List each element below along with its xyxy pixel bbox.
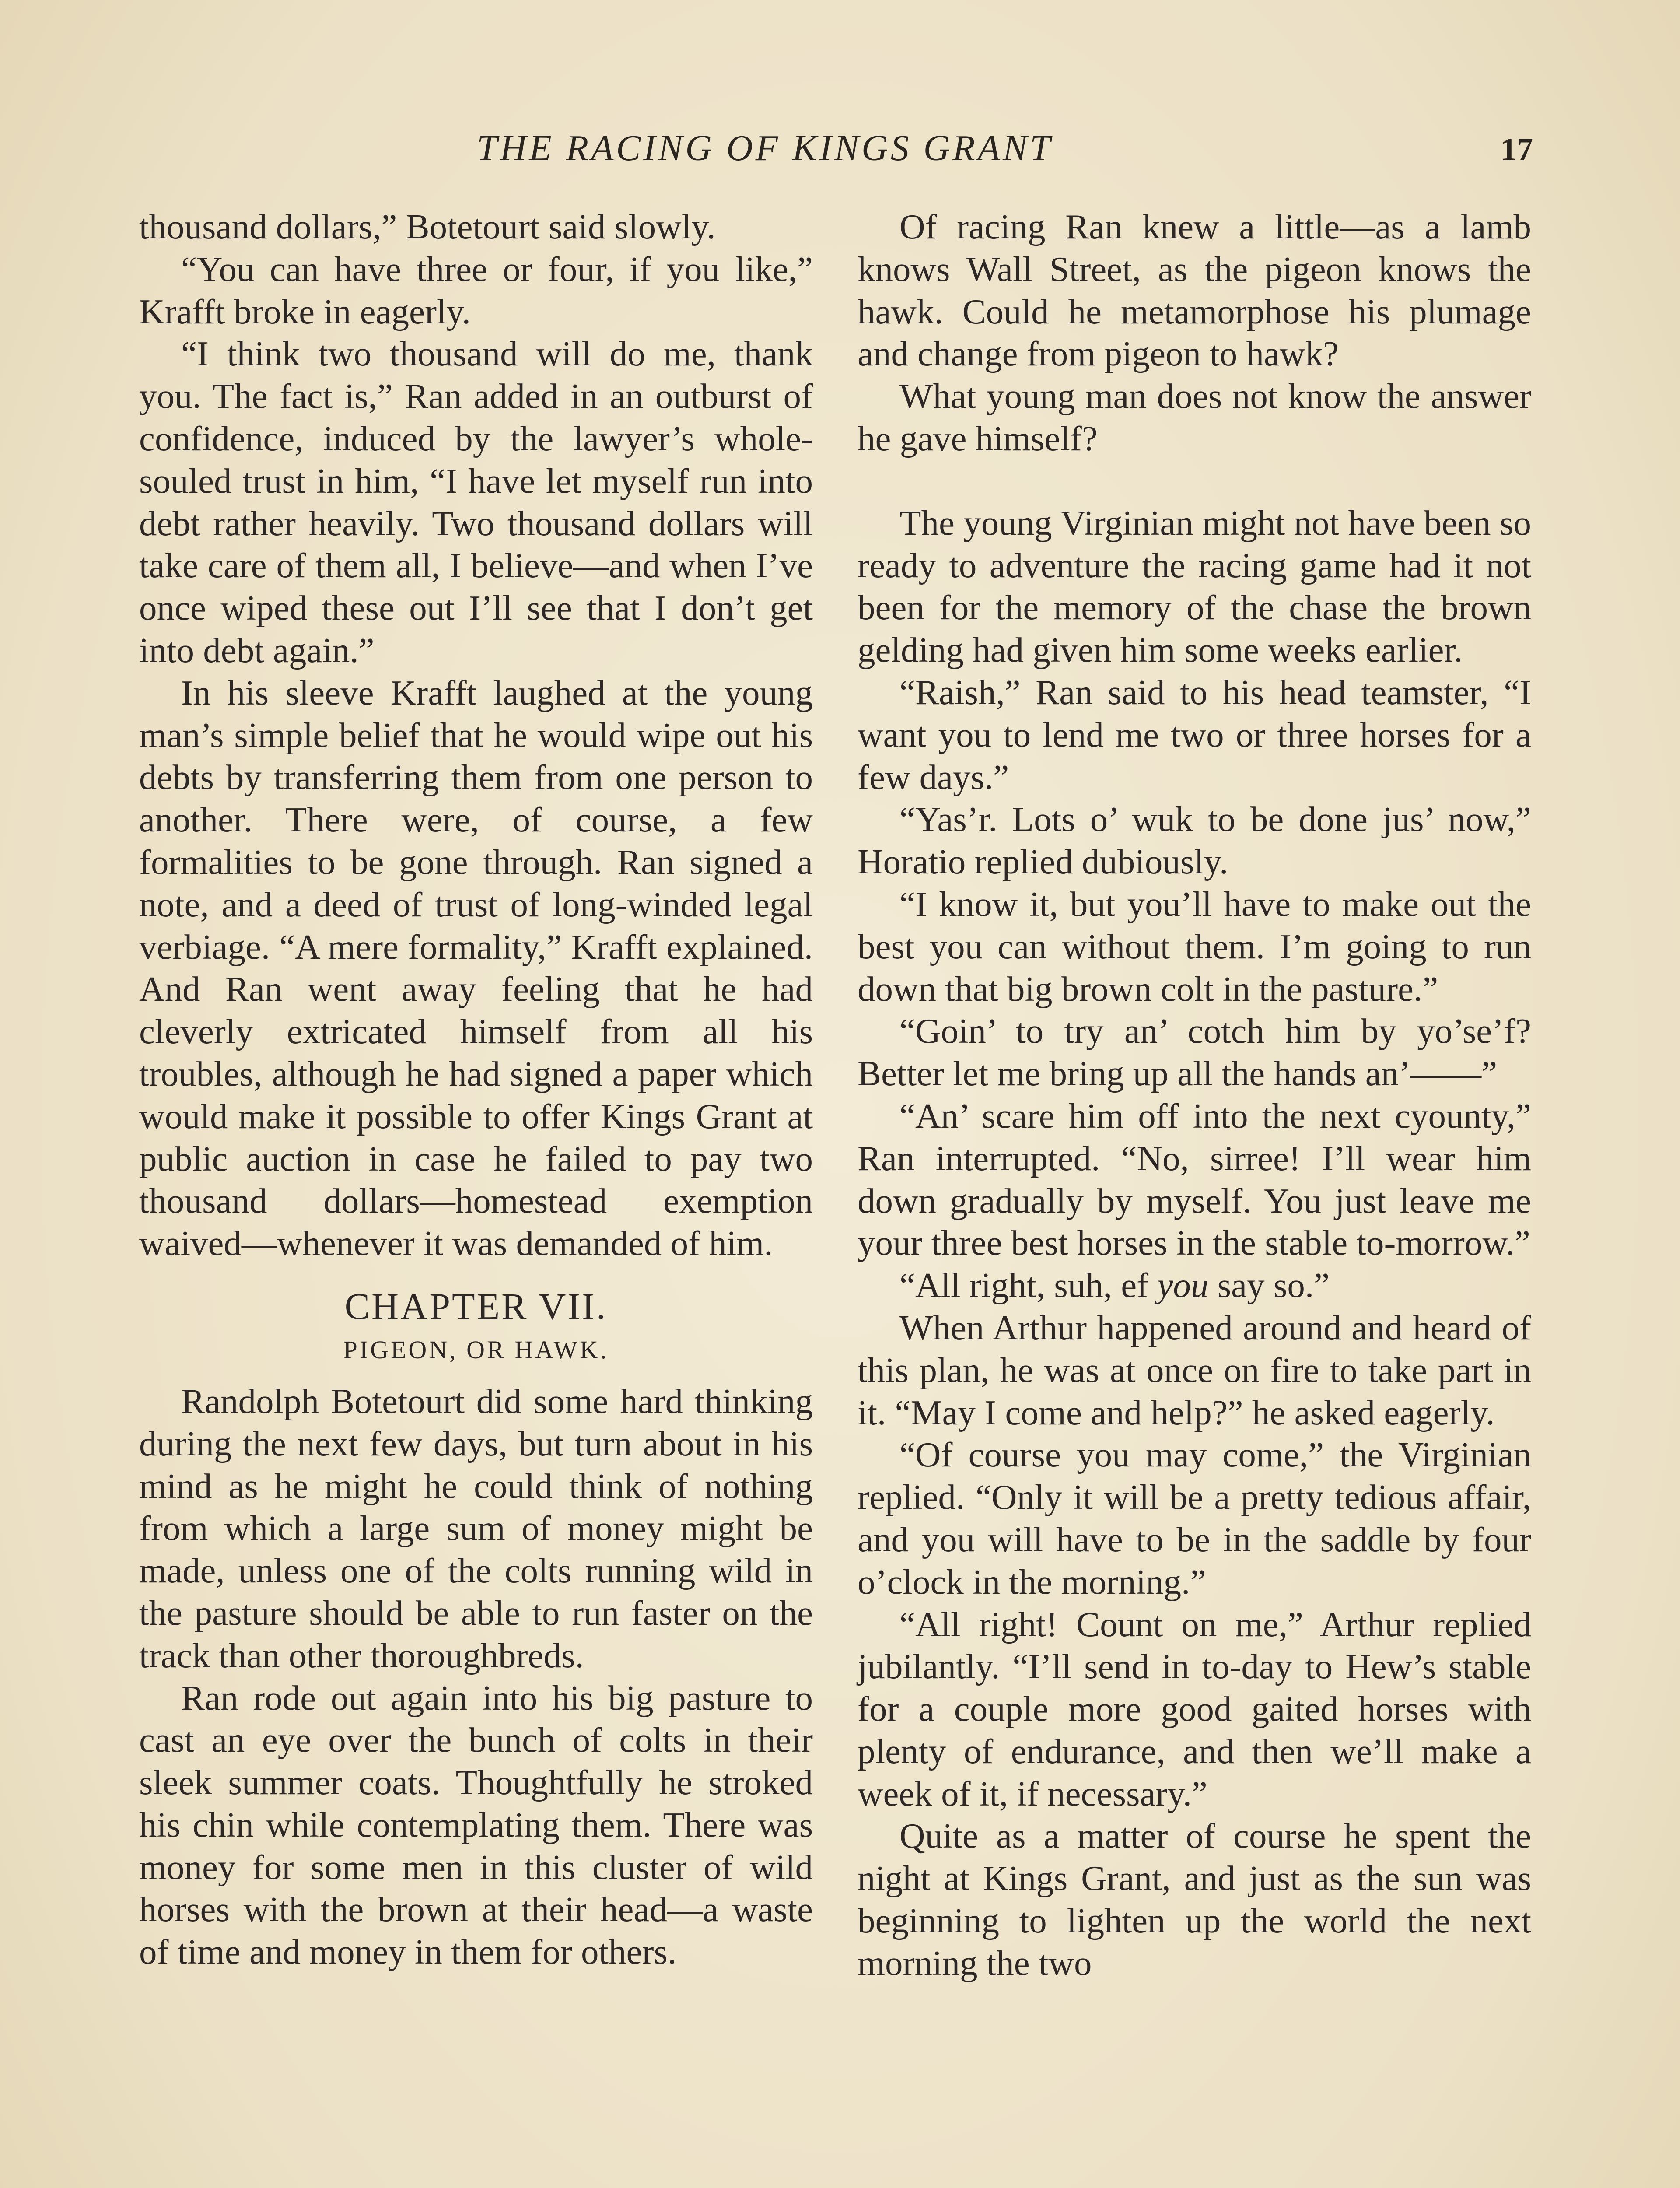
paragraph: Ran rode out again into his big pasture to cast an eye over the bunch of colts in their sleek summer coats. Thoughtfully he stroked his chin while contemplating them. There was money for some men in this cluster of wild horses with the brown at their head—a waste of time and money in them for others.: [139, 1678, 813, 1972]
emphasis-text: you: [1157, 1266, 1209, 1305]
text-run: say so.”: [1208, 1266, 1330, 1305]
paragraph: “Goin’ to try an’ cotch him by yo’se’f? Better let me bring up all the hands an’——”: [858, 1011, 1531, 1094]
paragraph-italic-line: [858, 1264, 1531, 1307]
paragraph: Of racing Ran knew a little—as a lamb knows Wall Street, as the pigeon knows the hawk. Could he metamorphose his plumage and change from pigeon to hawk?: [858, 207, 1531, 374]
paragraph: “Of course you may come,” the Virginian replied. “Only it will be a pretty tedious affair, and you will have to be in the saddle by four o’clock in the morning.”: [858, 1435, 1531, 1602]
left-column: [139, 206, 813, 1973]
running-title: THE RACING OF KINGS GRANT: [477, 128, 1053, 168]
chapter-subtitle: PIGEON, OR HAWK.: [343, 1335, 609, 1364]
paragraph: Randolph Botetourt did some hard thinking during the next few days, but turn about in his mind as he might he could think of nothing from which a large sum of money might be made, unless one of the colts running wild in the pasture should be able to run faster on the track than other thoroughbreds.: [139, 1381, 813, 1675]
paragraph: thousand dollars,” Botetourt said slowly.: [139, 207, 716, 246]
right-column: [858, 206, 1531, 1985]
paragraph: “You can have three or four, if you like,” Krafft broke in eagerly.: [139, 249, 813, 331]
paragraph: “An’ scare him off into the next cyounty,” Ran interrupted. “No, sirree! I’ll wear him down gradually by myself. You just leave me your three best horses in the stable to-morrow.”: [858, 1096, 1531, 1263]
paragraph: What young man does not know the answer he gave himself?: [858, 376, 1531, 458]
chapter-title: CHAPTER VII.: [344, 1285, 608, 1327]
paragraph: “I think two thousand will do me, thank you. The fact is,” Ran added in an outburst of confidence, induced by the lawyer’s whole-souled trust in him, “I have let myself run into debt rather heavily. Two thousand dollars will take care of them all, I believe—and when I’ve once wiped these out I’ll see that I don’t get into debt again.”: [139, 334, 813, 670]
paragraph: In his sleeve Krafft laughed at the young man’s simple belief that he would wipe out his debts by transferring them from one person to another. There were, of course, a few formalities to be gone through. Ran signed a note, and a deed of trust of long-winded legal verbiage. “A mere formality,” Krafft explained. And Ran went away feeling that he had cleverly extricated himself from all his troubles, although he had signed a paper which would make it possible to offer Kings Grant at public auction in case he failed to pay two thousand dollars—homestead exemption waived—whenever it was demanded of him.: [139, 673, 813, 1263]
paragraph: “All right! Count on me,” Arthur replied jubilantly. “I’ll send in to-day to Hew’s stable for a couple more good gaited horses with plenty of endurance, and then we’ll make a week of it, if necessary.”: [858, 1604, 1531, 1813]
page-number: 17: [1501, 132, 1533, 168]
text-run: “All right, suh, ef: [900, 1266, 1158, 1305]
paragraph: The young Virginian might not have been so ready to adventure the racing game had it not been for the memory of the chase the brown gelding had given him some weeks earlier.: [858, 503, 1531, 670]
paragraph: “Raish,” Ran said to his head teamster, “I want you to lend me two or three horses for a few days.”: [858, 672, 1531, 797]
paragraph: Quite as a matter of course he spent the night at Kings Grant, and just as the sun was beginning to lighten up the world the next morning the two: [858, 1816, 1531, 1983]
paragraph: “Yas’r. Lots o’ wuk to be done jus’ now,” Horatio replied dubiously.: [858, 799, 1531, 882]
paragraph: When Arthur happened around and heard of this plan, he was at once on fire to take part in it. “May I come and help?” he asked eagerly.: [858, 1308, 1531, 1432]
paragraph: “I know it, but you’ll have to make out the best you can without them. I’m going to run down that big brown colt in the pasture.”: [858, 884, 1531, 1009]
